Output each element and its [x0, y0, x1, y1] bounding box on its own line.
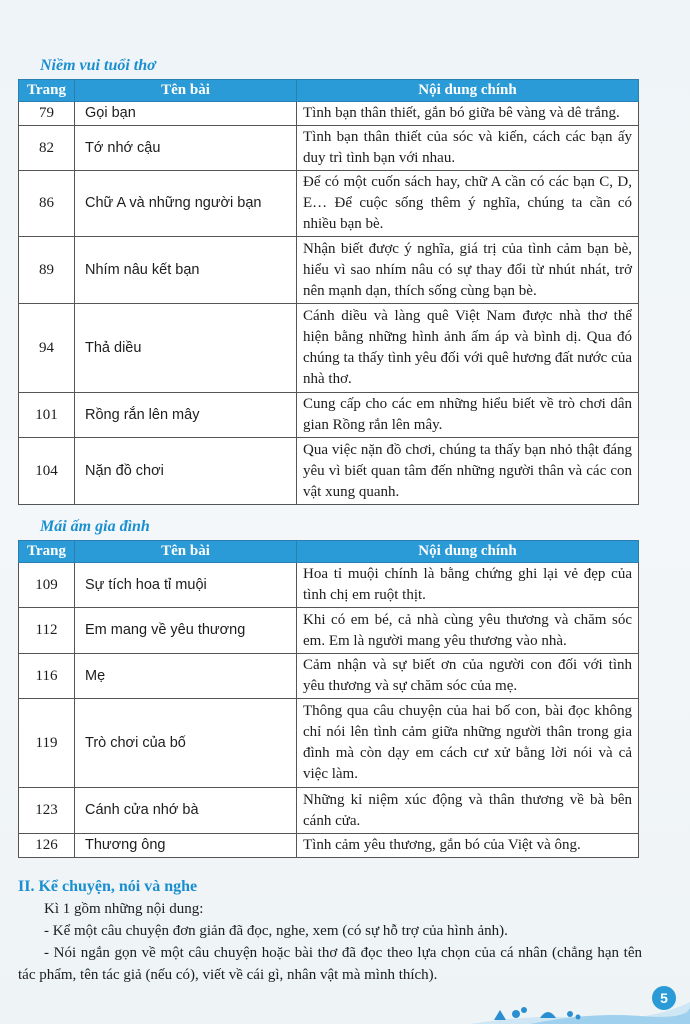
table-header-row — [19, 541, 639, 563]
row-title: Chữ A và những người bạn — [75, 171, 297, 237]
row-title: Gọi bạn — [75, 102, 297, 126]
paragraph: - Kể một câu chuyện đơn giản đã đọc, nghe, xem (có sự hỗ trợ của hình ảnh). — [44, 923, 508, 939]
section-title-niem-vui: Niềm vui tuổi thơ — [40, 57, 156, 74]
row-title: Rồng rắn lên mây — [75, 393, 297, 438]
table-row — [19, 834, 639, 858]
row-page: 94 — [19, 304, 75, 393]
section-heading-ke-chuyen: II. Kể chuyện, nói và nghe — [18, 878, 198, 895]
row-content: Cảm nhận và sự biết ơn của người con đối với tình yêu thương và sự chăm sóc của mẹ. — [297, 654, 639, 699]
table-row — [19, 393, 639, 438]
table-row — [19, 608, 639, 654]
lesson-table-2 — [18, 540, 639, 858]
header-page: Trang — [19, 80, 75, 102]
row-page: 89 — [19, 237, 75, 304]
table-header-row — [19, 80, 639, 102]
row-title: Trò chơi của bố — [75, 699, 297, 788]
header-title: Tên bài — [75, 80, 297, 102]
page-number: 5 — [652, 986, 676, 1010]
table-row — [19, 699, 639, 788]
row-content: Tình cảm yêu thương, gắn bó của Việt và ông. — [297, 834, 639, 858]
row-content: Những kỉ niệm xúc động và thân thương về bà bên cánh cửa. — [297, 788, 639, 834]
paragraph: - Nói ngắn gọn về một câu chuyện hoặc bài thơ đã đọc theo lựa chọn của cá nhân (chẳng hạn tên tác phẩm, tên tác giả (nếu có), viết về cái gì, nhân vật mà mình thích). — [18, 945, 642, 983]
table-row — [19, 102, 639, 126]
table-row — [19, 171, 639, 237]
table-row — [19, 304, 639, 393]
row-content: Cánh diều và làng quê Việt Nam được nhà thơ thể hiện bằng những hình ảnh ấm áp và bình dị. Qua đó chúng ta thấy tình yêu đối với quê hương đất nước của nhà thơ. — [297, 304, 639, 393]
row-content: Khi có em bé, cả nhà cùng yêu thương và chăm sóc em. Em là người mang yêu thương vào nhà. — [297, 608, 639, 654]
paragraph: Kì 1 gồm những nội dung: — [44, 901, 204, 917]
row-page: 109 — [19, 563, 75, 608]
row-page: 101 — [19, 393, 75, 438]
row-content: Tình bạn thân thiết, gắn bó giữa bê vàng và dê trắng. — [297, 102, 639, 126]
header-content: Nội dung chính — [297, 541, 639, 563]
row-page: 119 — [19, 699, 75, 788]
row-content: Thông qua câu chuyện của hai bố con, bài đọc không chỉ nói lên tình cảm giữa những người thân trong gia đình mà còn dạy em cách cư xử bằng lời nói và cả việc làm. — [297, 699, 639, 788]
row-page: 79 — [19, 102, 75, 126]
row-content: Hoa tỉ muội chính là bằng chứng ghi lại vẻ đẹp của tình chị em ruột thịt. — [297, 563, 639, 608]
row-page: 123 — [19, 788, 75, 834]
row-page: 82 — [19, 126, 75, 171]
table-row — [19, 563, 639, 608]
row-page: 126 — [19, 834, 75, 858]
row-content: Nhận biết được ý nghĩa, giá trị của tình cảm bạn bè, hiểu vì sao nhím nâu có sự thay đổi từ nhút nhát, trở nên mạnh dạn, thích sống cùng bạn bè. — [297, 237, 639, 304]
row-content: Qua việc nặn đồ chơi, chúng ta thấy bạn nhỏ thật đáng yêu vì biết quan tâm đến những người thân và các con vật xung quanh. — [297, 438, 639, 505]
row-title: Cánh cửa nhớ bà — [75, 788, 297, 834]
section-title-mai-am: Mái ấm gia đình — [40, 518, 150, 535]
row-content: Cung cấp cho các em những hiểu biết về trò chơi dân gian Rồng rắn lên mây. — [297, 393, 639, 438]
row-page: 104 — [19, 438, 75, 505]
header-page: Trang — [19, 541, 75, 563]
row-title: Mẹ — [75, 654, 297, 699]
header-content: Nội dung chính — [297, 80, 639, 102]
table-row — [19, 788, 639, 834]
row-title: Nhím nâu kết bạn — [75, 237, 297, 304]
table-row — [19, 654, 639, 699]
row-content: Tình bạn thân thiết của sóc và kiến, cách các bạn ấy duy trì tình bạn với nhau. — [297, 126, 639, 171]
header-title: Tên bài — [75, 541, 297, 563]
row-title: Tớ nhớ cậu — [75, 126, 297, 171]
row-title: Nặn đồ chơi — [75, 438, 297, 505]
row-title: Sự tích hoa tỉ muội — [75, 563, 297, 608]
table-row — [19, 438, 639, 505]
row-page: 86 — [19, 171, 75, 237]
row-content: Để có một cuốn sách hay, chữ A cần có các bạn C, D, E… Để cuộc sống thêm ý nghĩa, chúng ta cần có nhiều bạn bè. — [297, 171, 639, 237]
row-page: 116 — [19, 654, 75, 699]
row-page: 112 — [19, 608, 75, 654]
row-title: Em mang về yêu thương — [75, 608, 297, 654]
table-row — [19, 126, 639, 171]
row-title: Thương ông — [75, 834, 297, 858]
lesson-table-1 — [18, 79, 639, 505]
row-title: Thả diều — [75, 304, 297, 393]
table-row — [19, 237, 639, 304]
